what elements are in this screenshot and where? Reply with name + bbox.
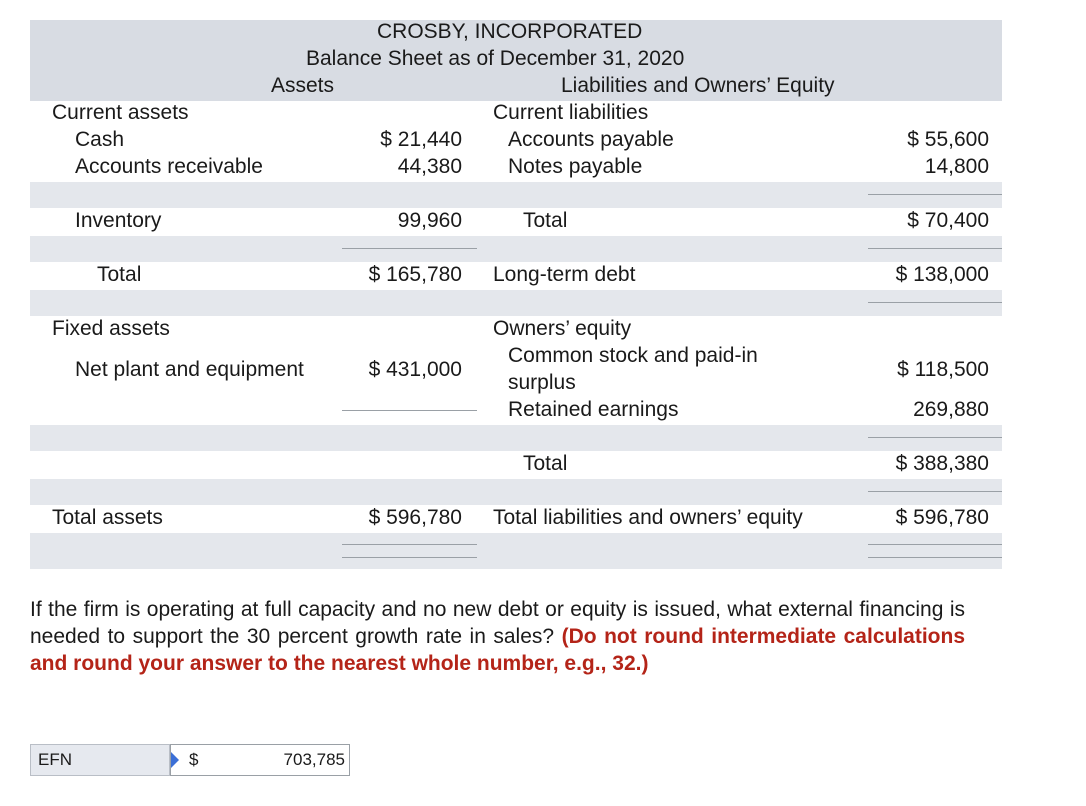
current-liabilities-total-value: $ 70,400 <box>907 209 989 232</box>
notes-payable-value: 14,800 <box>924 155 989 178</box>
efn-answer-field[interactable] <box>170 744 350 776</box>
statement-title: Balance Sheet as of December 31, 2020 <box>306 47 685 70</box>
row-band <box>30 182 1002 208</box>
accounts-payable-value: $ 55,600 <box>907 128 989 151</box>
current-assets-total-label: Total <box>97 263 142 286</box>
row-band <box>30 425 1002 451</box>
long-term-debt-label: Long-term debt <box>493 263 636 286</box>
current-liabilities-total-label: Total <box>523 209 568 232</box>
accounts-payable-label: Accounts payable <box>508 128 674 151</box>
assets-heading: Assets <box>271 74 335 97</box>
cash-label: Cash <box>75 128 125 151</box>
rounding-instruction: (Do not round intermediate calculations and round your answer to the nearest whole number, e.g., 32.) <box>30 625 965 675</box>
double-rule <box>868 544 1002 545</box>
notes-payable-label: Notes payable <box>508 155 643 178</box>
net-plant-label: Net plant and equipment <box>75 358 304 381</box>
row-band <box>30 533 1002 569</box>
answer-marker-icon <box>171 752 179 768</box>
subtotal-rule <box>868 302 1002 303</box>
owners-equity-total-value: $ 388,380 <box>895 452 989 475</box>
currency-symbol: $ <box>189 750 199 769</box>
common-stock-value: $ 118,500 <box>897 358 989 381</box>
subtotal-rule <box>868 248 1002 249</box>
owners-equity-label: Owners’ equity <box>493 317 632 340</box>
double-rule <box>868 557 1002 558</box>
accounts-receivable-value: 44,380 <box>397 155 462 178</box>
common-stock-label: Common stock and paid-in <box>508 344 758 367</box>
subtotal-rule <box>868 491 1002 492</box>
current-assets-label: Current assets <box>52 101 189 124</box>
inventory-value: 99,960 <box>397 209 462 232</box>
subtotal-rule <box>342 410 477 411</box>
cash-value: $ 21,440 <box>380 128 462 151</box>
double-rule <box>342 557 477 558</box>
retained-earnings-value: 269,880 <box>913 398 989 421</box>
owners-equity-total-label: Total <box>523 452 568 475</box>
question-text <box>30 596 965 677</box>
total-liabilities-equity-value: $ 596,780 <box>895 506 989 529</box>
company-name: CROSBY, INCORPORATED <box>377 20 643 43</box>
inventory-label: Inventory <box>75 209 162 232</box>
accounts-receivable-label: Accounts receivable <box>75 155 263 178</box>
question-body: If the firm is operating at full capacity and no new debt or equity is issued, what external financing is needed to support the 30 percent growth rate in sales? <box>30 598 965 648</box>
total-assets-value: $ 596,780 <box>368 506 462 529</box>
liabilities-heading: Liabilities and Owners’ Equity <box>561 74 835 97</box>
retained-earnings-label: Retained earnings <box>508 398 679 421</box>
total-assets-label: Total assets <box>52 506 163 529</box>
subtotal-rule <box>868 437 1002 438</box>
total-liabilities-equity-label: Total liabilities and owners’ equity <box>493 506 803 529</box>
row-band <box>30 236 1002 262</box>
subtotal-rule <box>868 194 1002 195</box>
fixed-assets-label: Fixed assets <box>52 317 170 340</box>
efn-answer-value[interactable]: 703,785 <box>283 750 345 769</box>
current-assets-total-value: $ 165,780 <box>368 263 462 286</box>
subtotal-rule <box>342 248 477 249</box>
common-stock-label-cont: surplus <box>508 371 576 394</box>
net-plant-value: $ 431,000 <box>368 358 462 381</box>
row-band <box>30 479 1002 505</box>
efn-label: EFN <box>30 744 170 776</box>
long-term-debt-value: $ 138,000 <box>895 263 989 286</box>
current-liabilities-label: Current liabilities <box>493 101 649 124</box>
row-band <box>30 290 1002 316</box>
double-rule <box>342 544 477 545</box>
